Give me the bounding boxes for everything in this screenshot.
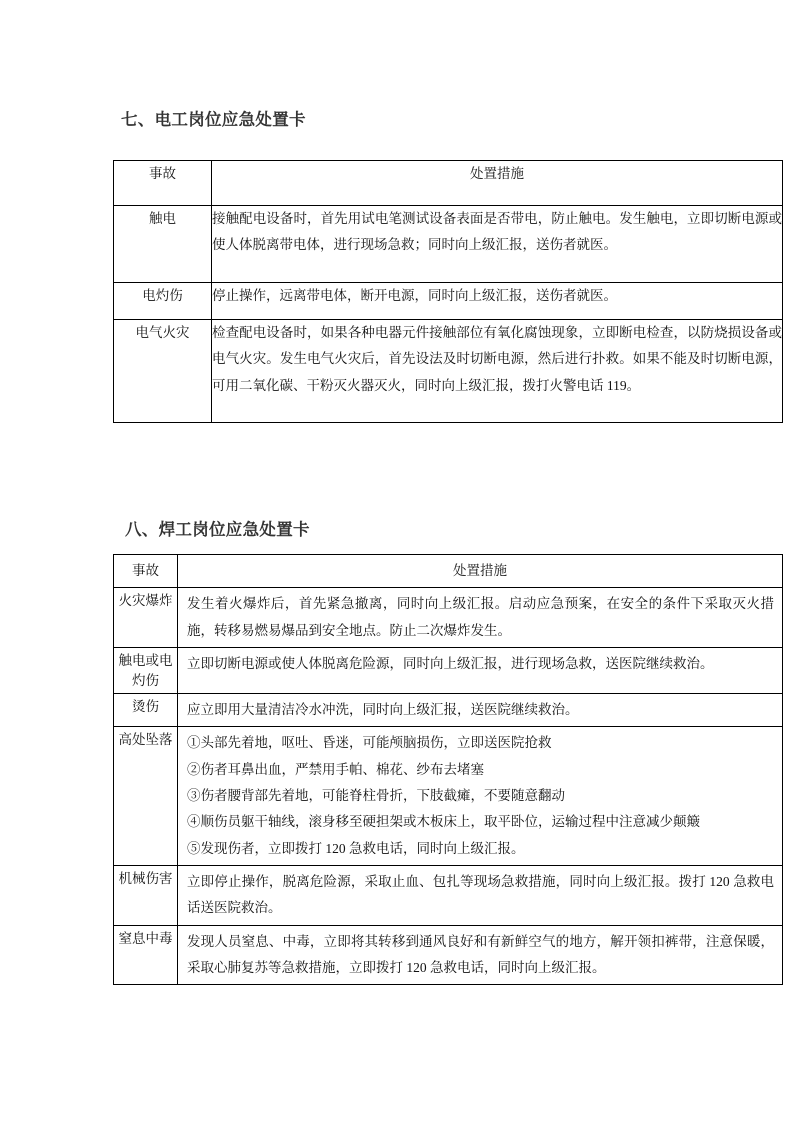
table-header-row [114,161,783,206]
accident-label: 烫伤 [114,694,178,727]
accident-label: 电气火灾 [114,320,212,423]
measure-text: 检查配电设备时，如果各种电器元件接触部位有氧化腐蚀现象，立即断电检查，以防烧损设备或电气火灾。发生电气火灾后，首先设法及时切断电源，然后进行扑救。如果不能及时切断电源，可用二氧化碳、干粉灭火器灭火，同时向上级汇报，拨打火警电话 119。 [212,320,783,423]
list-item: ④顺伤员躯干轴线，滚身移至硬担架或木板床上，取平卧位，运输过程中注意减少颠簸 [187,814,700,830]
table-row [114,727,783,866]
measure-list [178,727,783,866]
table-row [114,694,783,727]
emergency-table-electrician [113,160,783,423]
accident-label: 窒息中毒 [114,925,178,985]
section-heading-welder: 八、焊工岗位应急处置卡 [125,520,310,539]
list-item: ①头部先着地，呕吐、昏迷，可能颅脑损伤，立即送医院抢救 [187,735,552,751]
measure-text: 立即切断电源或使人体脱离危险源，同时向上级汇报，进行现场急救，送医院继续救治。 [178,647,783,693]
measure-text: 停止操作，远离带电体，断开电源，同时向上级汇报，送伤者就医。 [212,283,783,320]
table-row [114,925,783,985]
column-header-measure: 处置措施 [178,555,783,588]
column-header-accident: 事故 [114,555,178,588]
table-row [114,320,783,423]
measure-text: 应立即用大量清洁冷水冲洗，同时向上级汇报，送医院继续救治。 [178,694,783,727]
accident-label: 触电 [114,206,212,283]
accident-label: 火灾爆炸 [114,588,178,648]
accident-label: 触电或电灼伤 [114,647,178,693]
table-row [114,865,783,925]
table-row [114,206,783,283]
column-header-accident: 事故 [114,161,212,206]
table-row [114,588,783,648]
measure-text: 立即停止操作，脱离危险源，采取止血、包扎等现场急救措施，同时向上级汇报。拨打 120 急救电话送医院救治。 [178,865,783,925]
list-item: ③伤者腰背部先着地，可能脊柱骨折，下肢截瘫，不要随意翻动 [187,788,565,803]
table-row [114,647,783,693]
list-item: ⑤发现伤者，立即拨打 120 急救电话，同时向上级汇报。 [187,840,525,856]
measure-text: 接触配电设备时，首先用试电笔测试设备表面是否带电，防止触电。发生触电，立即切断电源或使人体脱离带电体，进行现场急救；同时向上级汇报，送伤者就医。 [212,206,783,283]
accident-label: 电灼伤 [114,283,212,320]
accident-label: 机械伤害 [114,865,178,925]
measure-text: 发生着火爆炸后，首先紧急撤离，同时向上级汇报。启动应急预案，在安全的条件下采取灭火措施，转移易燃易爆品到安全地点。防止二次爆炸发生。 [178,588,783,648]
emergency-table-welder [113,554,783,985]
table-header-row [114,555,783,588]
measure-text: 发现人员窒息、中毒，立即将其转移到通风良好和有新鲜空气的地方，解开领扣裤带，注意保暖，采取心肺复苏等急救措施，立即拨打 120 急救电话，同时向上级汇报。 [178,925,783,985]
accident-label: 高处坠落 [114,727,178,866]
column-header-measure: 处置措施 [212,161,783,206]
section-heading-electrician: 七、电工岗位应急处置卡 [121,110,306,129]
table-row [114,283,783,320]
list-item: ②伤者耳鼻出血，严禁用手帕、棉花、纱布去堵塞 [187,761,484,777]
